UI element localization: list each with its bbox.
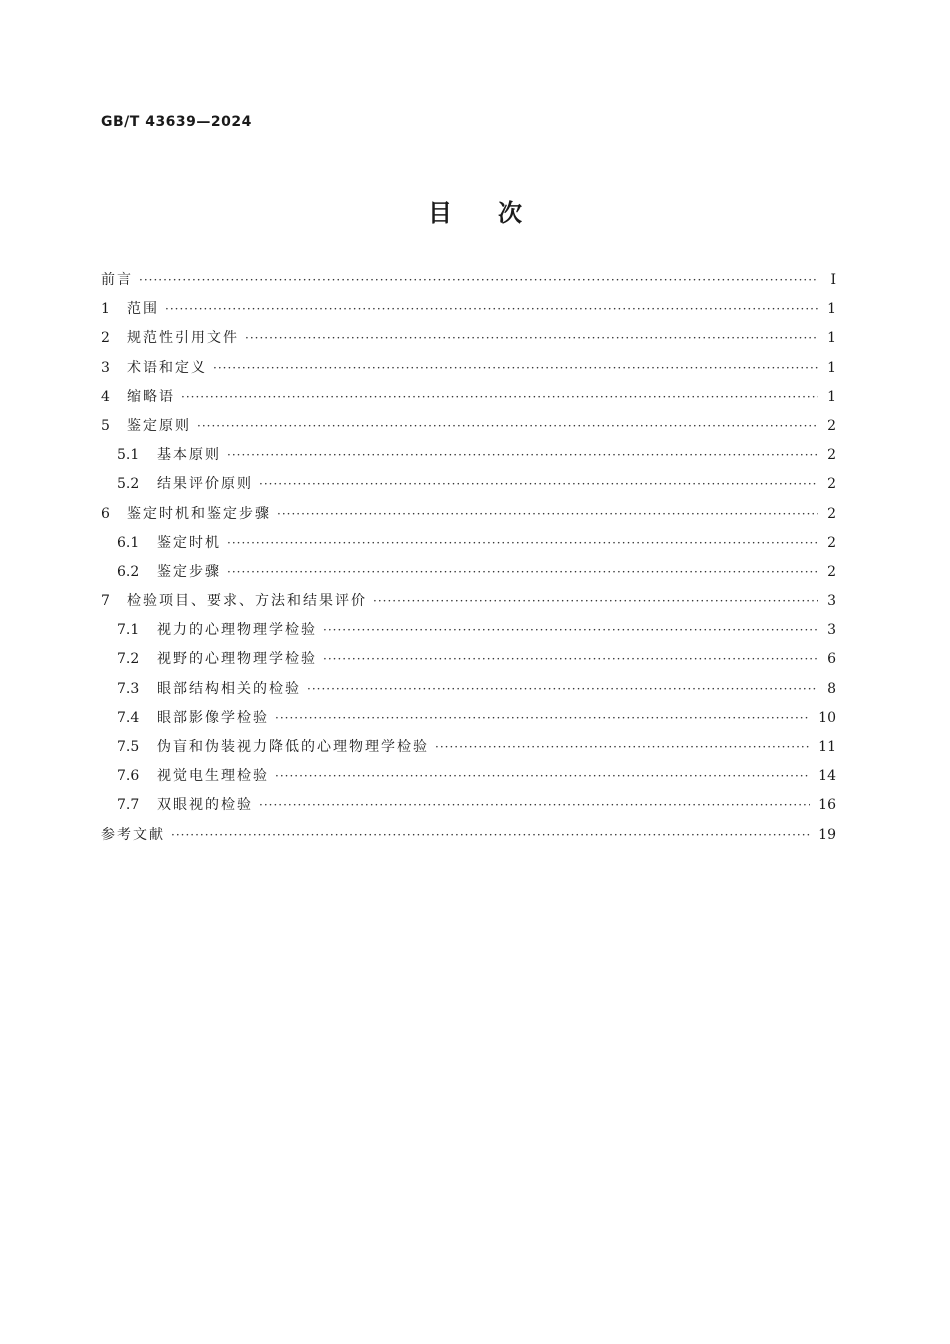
toc-entry-page: 1 <box>827 330 836 347</box>
dot-leader <box>181 390 818 404</box>
toc-entry-page: 2 <box>827 505 836 522</box>
toc-entry-evaluation-principles[interactable] <box>101 473 836 502</box>
toc-entry-number: 6 <box>101 505 110 522</box>
toc-entry-number: 5.2 <box>117 476 140 493</box>
toc-entry-page: 1 <box>827 359 836 376</box>
toc-entry-page: 2 <box>827 417 836 434</box>
dot-leader <box>213 361 818 375</box>
toc-entry-number: 4 <box>101 388 110 405</box>
toc-entry-scope[interactable] <box>101 298 836 327</box>
toc-entry-eye-structure[interactable] <box>101 678 836 707</box>
toc-entry-label: 术语和定义 <box>127 359 207 376</box>
toc-entry-number: 5.1 <box>117 447 140 464</box>
toc-entry-visual-acuity[interactable] <box>101 619 836 648</box>
toc-entry-number: 7.6 <box>117 768 140 785</box>
toc-entry-label: 结果评价原则 <box>157 476 253 493</box>
toc-entry-number: 7 <box>101 593 110 610</box>
toc-entry-timing[interactable] <box>101 532 836 561</box>
dot-leader <box>435 740 810 754</box>
toc-entry-number: 6.2 <box>117 563 140 580</box>
toc-entry-page: 2 <box>827 447 836 464</box>
toc-entry-page: 10 <box>818 709 836 726</box>
toc-entry-label: 眼部结构相关的检验 <box>157 680 301 697</box>
toc-entry-principles[interactable] <box>101 415 836 444</box>
toc-entry-number: 6.1 <box>117 534 140 551</box>
toc-entry-number: 1 <box>101 301 110 318</box>
toc-entry-label: 伪盲和伪装视力降低的心理物理学检验 <box>157 739 429 755</box>
table-of-contents <box>101 269 836 853</box>
dot-leader <box>323 652 818 666</box>
toc-entry-page: 1 <box>827 388 836 405</box>
dot-leader <box>227 536 818 550</box>
toc-entry-eye-imaging[interactable] <box>101 707 836 736</box>
toc-entry-number: 7.7 <box>117 797 140 814</box>
toc-entry-page: 19 <box>818 826 836 843</box>
toc-entry-number: 3 <box>101 359 110 376</box>
toc-entry-label: 规范性引用文件 <box>127 330 239 347</box>
toc-entry-page: Ⅰ <box>830 272 836 288</box>
toc-entry-foreword[interactable] <box>101 269 836 298</box>
toc-entry-label: 参考文献 <box>101 826 165 843</box>
toc-entry-basic-principles[interactable] <box>101 444 836 473</box>
toc-entry-label: 双眼视的检验 <box>157 797 253 814</box>
toc-entry-page: 11 <box>818 739 836 755</box>
toc-entry-label: 视野的心理物理学检验 <box>157 651 317 668</box>
toc-entry-label: 视力的心理物理学检验 <box>157 622 317 639</box>
toc-entry-page: 3 <box>827 622 836 639</box>
dot-leader <box>245 331 818 345</box>
toc-entry-page: 1 <box>827 301 836 318</box>
toc-entry-label: 鉴定原则 <box>127 417 191 434</box>
toc-entry-page: 14 <box>818 768 836 785</box>
toc-entry-number: 7.5 <box>117 739 140 755</box>
toc-entry-number: 7.2 <box>117 651 140 668</box>
toc-entry-electrophysiology[interactable] <box>101 765 836 794</box>
dot-leader <box>165 302 818 316</box>
standard-code: GB/T 43639—2024 <box>101 114 252 130</box>
toc-entry-binocular-vision[interactable] <box>101 794 836 823</box>
toc-entry-page: 8 <box>827 680 836 697</box>
toc-entry-timing-and-steps[interactable] <box>101 503 836 532</box>
toc-entry-bibliography[interactable] <box>101 824 836 853</box>
dot-leader <box>259 798 810 812</box>
dot-leader <box>307 682 818 696</box>
toc-entry-visual-field[interactable] <box>101 648 836 677</box>
toc-entry-steps[interactable] <box>101 561 836 590</box>
toc-entry-number: 7.4 <box>117 709 140 726</box>
dot-leader <box>275 769 810 783</box>
dot-leader <box>323 623 818 637</box>
toc-entry-label: 鉴定时机 <box>157 534 221 551</box>
toc-entry-label: 视觉电生理检验 <box>157 768 269 785</box>
dot-leader <box>277 507 818 521</box>
toc-entry-page: 16 <box>818 797 836 814</box>
dot-leader <box>171 828 810 842</box>
dot-leader <box>275 711 810 725</box>
toc-entry-label: 鉴定时机和鉴定步骤 <box>127 505 271 522</box>
toc-entry-page: 2 <box>827 563 836 580</box>
toc-entry-number: 2 <box>101 330 110 347</box>
toc-entry-number: 7.3 <box>117 680 140 697</box>
dot-leader <box>259 477 818 491</box>
dot-leader <box>227 448 818 462</box>
toc-entry-label: 范围 <box>127 301 159 318</box>
toc-entry-page: 3 <box>827 593 836 610</box>
toc-entry-inspection-items[interactable] <box>101 590 836 619</box>
toc-entry-label: 检验项目、要求、方法和结果评价 <box>127 593 367 610</box>
dot-leader <box>227 565 818 579</box>
toc-entry-label: 基本原则 <box>157 447 221 464</box>
dot-leader <box>197 419 818 433</box>
toc-entry-label: 鉴定步骤 <box>157 563 221 580</box>
toc-entry-page: 6 <box>827 651 836 668</box>
toc-entry-number: 7.1 <box>117 622 140 639</box>
dot-leader <box>373 594 818 608</box>
toc-entry-normative-references[interactable] <box>101 327 836 356</box>
toc-entry-page: 2 <box>827 476 836 493</box>
toc-entry-malingering[interactable] <box>101 736 836 765</box>
toc-entry-number: 5 <box>101 417 110 434</box>
toc-entry-terms[interactable] <box>101 357 836 386</box>
toc-entry-abbreviations[interactable] <box>101 386 836 415</box>
toc-entry-label: 缩略语 <box>127 388 175 405</box>
page-title: 目次 <box>428 199 568 227</box>
toc-entry-label: 前言 <box>101 272 133 288</box>
toc-entry-label: 眼部影像学检验 <box>157 709 269 726</box>
toc-entry-page: 2 <box>827 534 836 551</box>
dot-leader <box>139 273 818 287</box>
